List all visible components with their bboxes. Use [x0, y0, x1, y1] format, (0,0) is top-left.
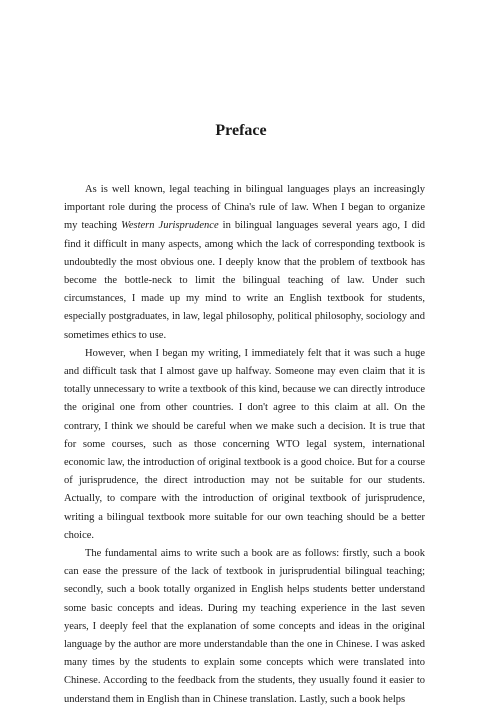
paragraph-2: However, when I began my writing, I immediately felt that it was such a huge and difficult task that I almost gave up halfway. Someone may even claim that it is totally unnecessary to write a textbook of this kind, because we can directly introduce the original one from other countries. I don't agree to this claim at all. On the contrary, I think we should be careful when we make such a decision. It is true that for some courses, such as those concerning WTO legal system, international economic law, the introduction of original textbook is a good choice. But for a course of jurisprudence, the direct introduction may not be suitable for our students. Actually, to compare with the introduction of original textbook of jurisprudence, writing a bilingual textbook more suitable for our own teaching should be a better choice.	[64, 347, 425, 541]
paragraph-1	[64, 181, 425, 345]
preface-body	[64, 181, 425, 709]
page-title: Preface	[215, 122, 267, 139]
course-title: Western Jurisprudence	[121, 220, 219, 232]
paragraph-1-text-b: in bilingual languages several years ago, I did find it difficult in many aspects, among which the lack of corresponding textbook is undoubtedly the most obvious one. I deeply know that the problem of textbook has become the bottle-neck to limit the bilingual teaching of law. Under such circumstances, I made up my mind to write an English textbook for students, especially postgraduates, in law, legal philosophy, political philosophy, sociology and sometimes ethics to use.	[64, 220, 425, 341]
paragraph-3: The fundamental aims to write such a book are as follows: firstly, such a book can ease the pressure of the lack of textbook in jurisprudential bilingual teaching; secondly, such a book totally organized in English helps students better understand some basic concepts and ideas. During my teaching experience in the last seven years, I deeply feel that the explanation of some concepts and ideas in the original language by the author are more understandable than the one in Chinese. I was asked many times by the students to explain some concepts which were translated into Chinese. According to the feedback from the students, they usually found it easier to understand them in English than in Chinese translation. Lastly, such a book helps	[64, 548, 425, 705]
paragraph-1-text-a: As is well known, legal teaching in bilingual languages plays an increasingly important role during the process of China's rule of law. When I began to organize my teaching	[64, 184, 425, 232]
